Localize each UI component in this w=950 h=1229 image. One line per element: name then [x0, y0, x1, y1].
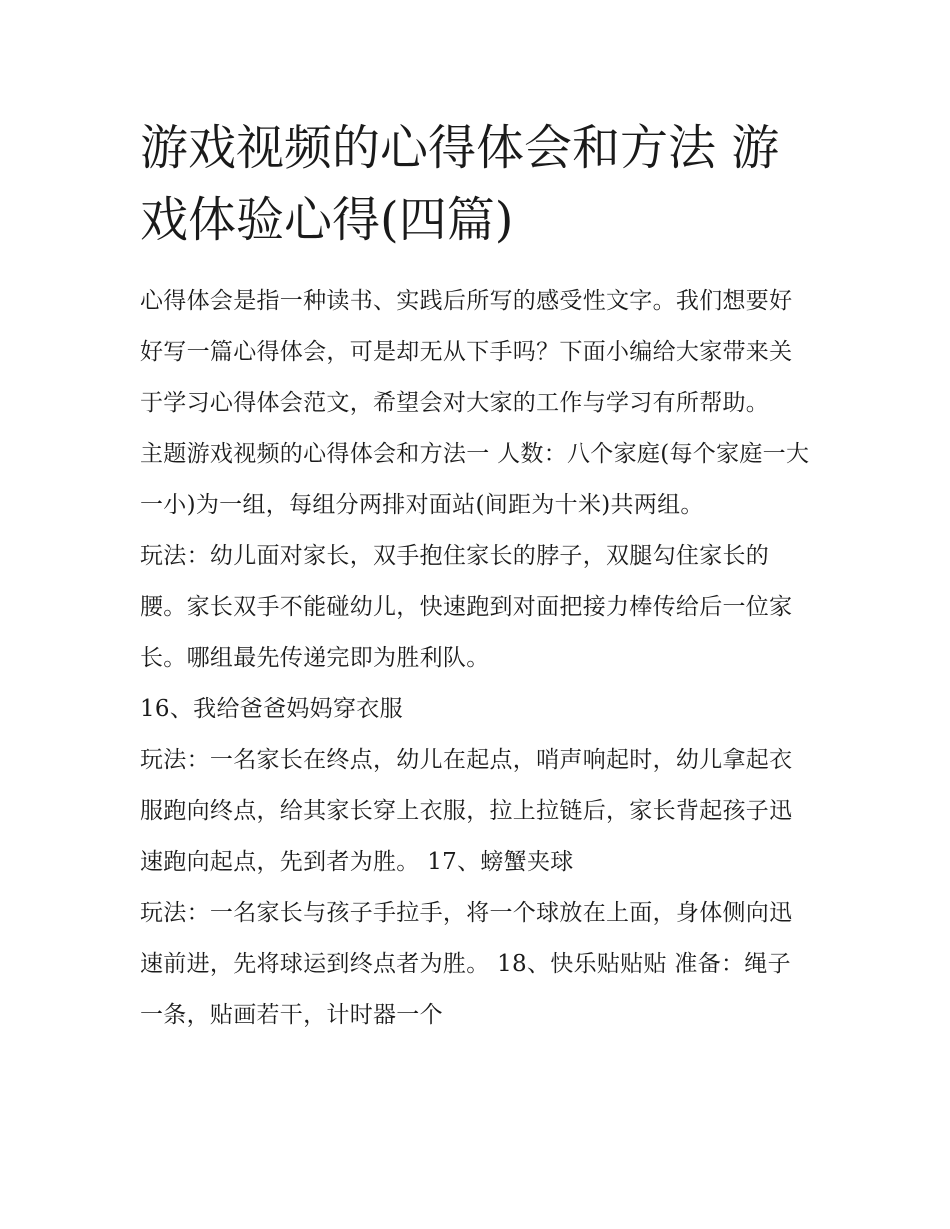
paragraph-game-16: 16、我给爸爸妈妈穿衣服 — [140, 696, 403, 722]
paragraph-intro: 心得体会是指一种读书、实践后所写的感受性文字。我们想要好好写一篇心得体会，可是却无从下手吗？下面小编给大家带来关于学习心得体会范文，希望会对大家的工作与学习有所帮助。 — [140, 288, 793, 416]
document-title: 游戏视频的心得体会和方法 游戏体验心得(四篇) — [140, 120, 780, 248]
paragraph-participants: 主题游戏视频的心得体会和方法一 人数：八个家庭(每个家庭一大一小)为一组，每组分两排对面站(间距为十米)共两组。 — [140, 441, 810, 518]
document-body — [140, 276, 812, 1041]
paragraph-rules-16: 玩法：一名家长在终点，幼儿在起点，哨声响起时，幼儿拿起衣服跑向终点，给其家长穿上衣服，拉上拉链后，家长背起孩子迅速跑向起点，先到者为胜。 17、螃蟹夹球 — [140, 747, 793, 875]
document-page — [140, 112, 812, 1041]
paragraph-rules-17: 玩法：一名家长与孩子手拉手，将一个球放在上面，身体侧向迅速前进，先将球运到终点者为胜。 18、快乐贴贴贴 准备：绳子一条，贴画若干，计时器一个 — [140, 900, 793, 1028]
paragraph-rules-1: 玩法：幼儿面对家长，双手抱住家长的脖子，双腿勾住家长的腰。家长双手不能碰幼儿，快速跑到对面把接力棒传给后一位家长。哪组最先传递完即为胜利队。 — [140, 543, 793, 671]
